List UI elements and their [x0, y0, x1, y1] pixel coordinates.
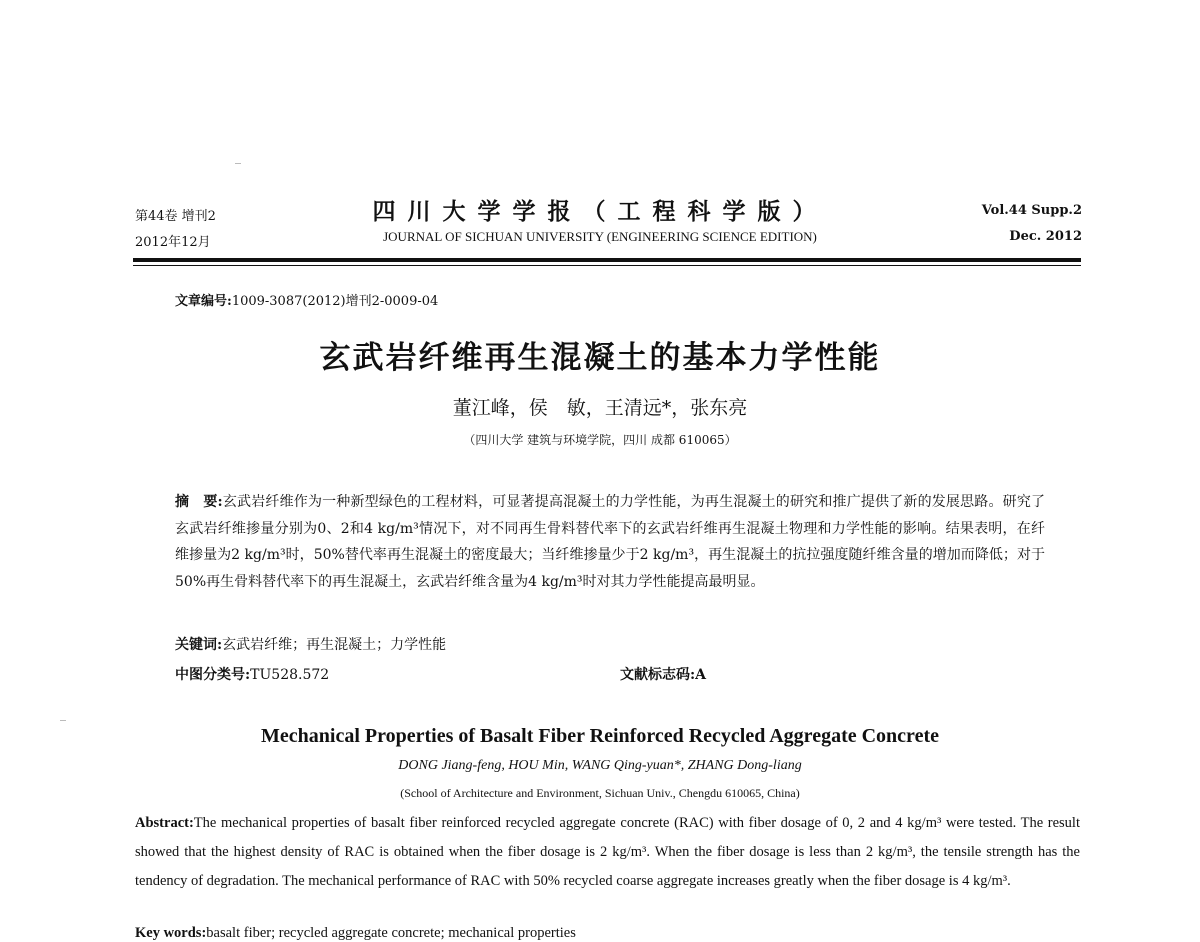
- scan-mark: [60, 720, 66, 721]
- affiliation-en: (School of Architecture and Environment, Sichuan Univ., Chengdu 610065, China): [400, 786, 800, 800]
- date-en: Dec. 2012: [1009, 229, 1082, 244]
- abstract-en: [135, 809, 1080, 896]
- article-number-label: 文章编号:: [175, 294, 232, 309]
- abstract-en-label: Abstract:: [135, 815, 194, 831]
- clc-label: 中图分类号:: [175, 667, 251, 683]
- keywords-cn-label: 关键词:: [175, 637, 223, 653]
- document-code: [620, 664, 706, 684]
- date-cn: 2012年12月: [135, 235, 211, 250]
- abstract-en-text: The mechanical properties of basalt fiber reinforced recycled aggregate concrete (RAC) with fiber dosage of 0, 2 and 4 kg/m³ were tested. The result showed that the highest density of RAC is obtained when the fiber dosage is 2 kg/m³. When the fiber dosage is less than 2 kg/m³, the tensile strength has the tendency of degradation. The mechanical performance of RAC with 50% recycled coarse aggregate increases greatly when the fiber dosage is 4 kg/m³.: [135, 815, 1080, 889]
- keywords-en-label: Key words:: [135, 925, 207, 941]
- volume-en: Vol.44 Supp.2: [981, 203, 1082, 218]
- doc-code-label: 文献标志码:: [620, 667, 696, 683]
- doc-code-value: A: [695, 667, 707, 683]
- volume-cn: 第44卷 增刊2: [135, 209, 216, 224]
- journal-title-en: JOURNAL OF SICHUAN UNIVERSITY (ENGINEERING SCIENCE EDITION): [383, 229, 817, 244]
- header-rule-thick: [133, 258, 1081, 262]
- authors-cn: 董江峰，侯 敏，王清远*，张东亮: [452, 397, 748, 419]
- abstract-cn-text: 玄武岩纤维作为一种新型绿色的工程材料，可显著提高混凝土的力学性能，为再生混凝土的研究和推广提供了新的发展思路。研究了玄武岩纤维掺量分别为0、2和4 kg/m³情况下，对不同再生骨料替代率下的玄武岩纤维再生混凝土物理和力学性能的影响。结果表明，在纤维掺量为2 kg/m³时，50%替代率再生混凝土的密度最大；当纤维掺量少于2 kg/m³，再生混凝土的抗拉强度随纤维含量的增加而降低；对于50%再生骨料替代率下的再生混凝土，玄武岩纤维含量为4 kg/m³时对其力学性能提高最明显。: [175, 494, 1045, 590]
- journal-title-cn: 四川大学学报（工程科学版）: [372, 198, 828, 225]
- keywords-cn-text: 玄武岩纤维；再生混凝土；力学性能: [222, 637, 447, 653]
- abstract-cn: [175, 489, 1045, 595]
- header-rule-thin: [133, 265, 1081, 266]
- article-number-value: 1009-3087(2012)增刊2-0009-04: [231, 294, 439, 309]
- scan-mark: [235, 163, 241, 164]
- keywords-cn: [175, 634, 446, 654]
- abstract-cn-label: 摘 要:: [175, 494, 223, 510]
- keywords-en: [135, 925, 576, 942]
- article-number: [175, 290, 438, 309]
- title-cn: 玄武岩纤维再生混凝土的基本力学性能: [319, 340, 881, 376]
- authors-en: DONG Jiang-feng, HOU Min, WANG Qing-yuan*, ZHANG Dong-liang: [398, 758, 802, 773]
- keywords-en-text: basalt fiber; recycled aggregate concrete; mechanical properties: [206, 925, 576, 941]
- affiliation-cn: （四川大学 建筑与环境学院，四川 成都 610065）: [463, 433, 737, 447]
- clc-number: [175, 664, 329, 684]
- clc-value: TU528.572: [250, 667, 330, 683]
- title-en: Mechanical Properties of Basalt Fiber Reinforced Recycled Aggregate Concrete: [261, 725, 939, 747]
